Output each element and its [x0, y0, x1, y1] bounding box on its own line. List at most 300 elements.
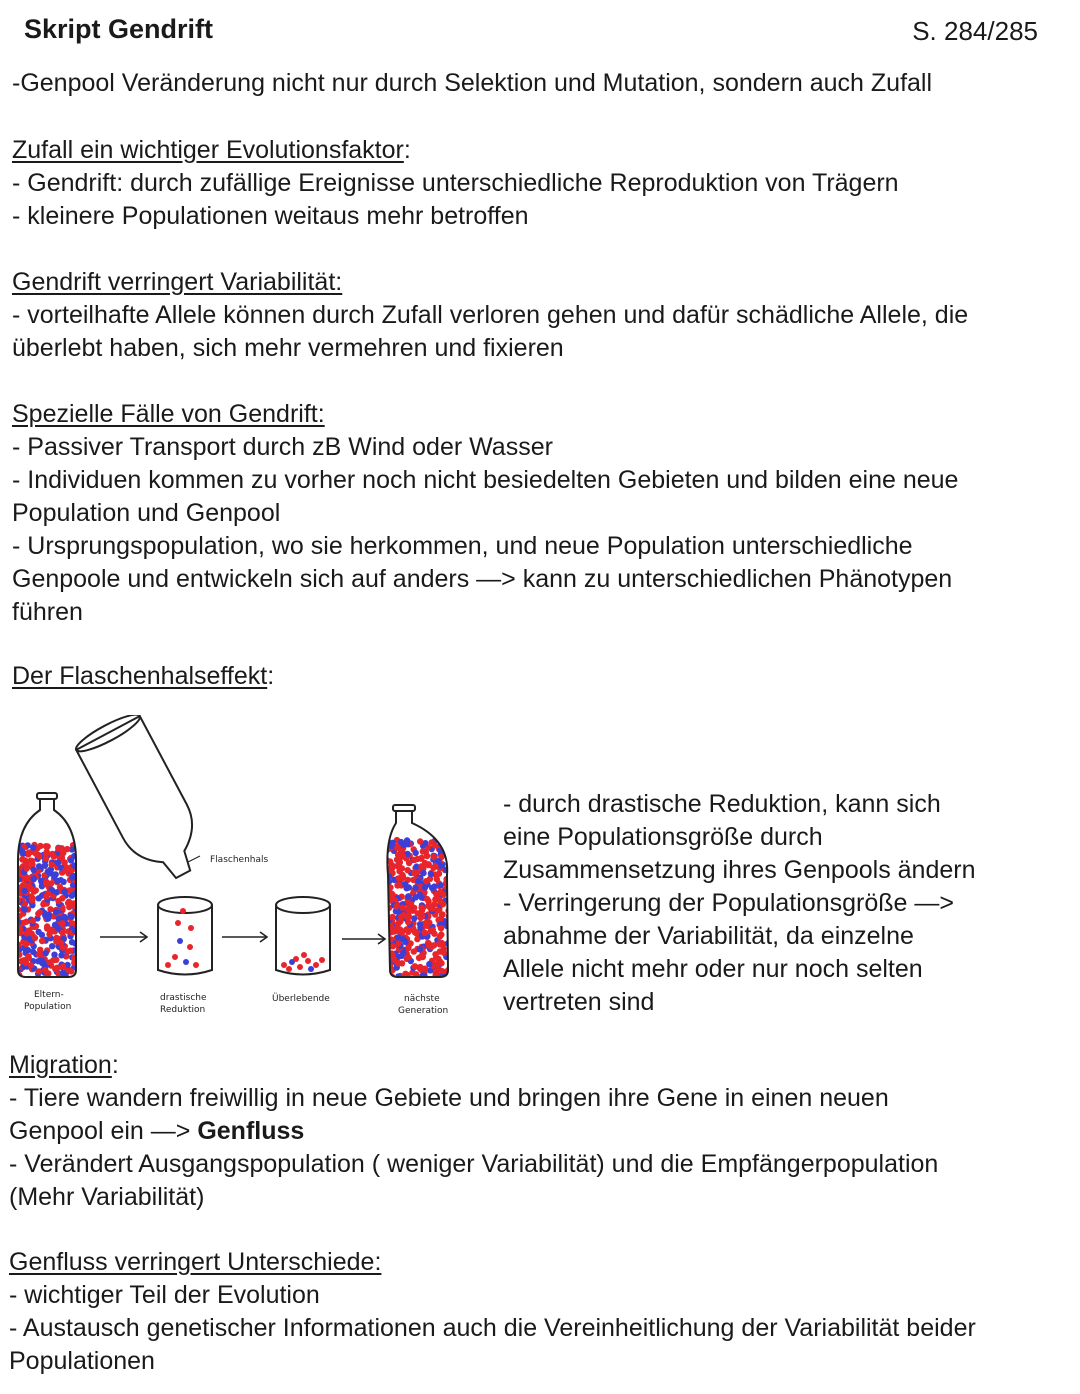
allele-dot	[59, 825, 65, 831]
section-variabilitaet	[12, 266, 1052, 365]
allele-dot	[44, 835, 50, 841]
allele-dot	[24, 865, 30, 871]
allele-dot	[40, 725, 46, 731]
allele-dot	[110, 748, 116, 754]
allele-dot	[402, 881, 408, 887]
allele-dot	[149, 815, 155, 821]
allele-dot	[178, 831, 184, 837]
text-line: - Tiere wandern freiwillig in neue Gebiete und bringen ihre Gene in einen neuen	[9, 1084, 889, 1112]
allele-dot	[319, 957, 325, 963]
allele-dot	[51, 725, 57, 731]
allele-dot	[176, 811, 182, 817]
allele-dot	[81, 780, 87, 786]
allele-dot	[73, 734, 79, 740]
allele-dot	[19, 856, 25, 862]
text-line: - vorteilhafte Allele können durch Zufall verloren gehen und dafür schädliche Allele, die	[12, 301, 969, 329]
allele-dot	[165, 744, 171, 750]
allele-dot	[180, 908, 186, 914]
section-speziell	[12, 398, 1052, 629]
allele-dot	[92, 883, 98, 889]
allele-dot	[80, 715, 86, 719]
allele-dot	[31, 876, 37, 882]
allele-dot	[56, 826, 62, 832]
allele-dot	[193, 962, 199, 968]
allele-dot	[60, 746, 66, 752]
allele-dot	[114, 852, 120, 858]
allele-dot	[196, 717, 202, 723]
allele-dot	[391, 956, 397, 962]
allele-dot	[163, 822, 169, 828]
allele-dot	[183, 878, 189, 884]
allele-dot	[180, 823, 186, 829]
allele-dot	[122, 734, 128, 740]
allele-dot	[51, 742, 57, 748]
allele-dot	[58, 791, 64, 797]
allele-dot	[119, 789, 125, 795]
allele-dot	[42, 862, 48, 868]
allele-dot	[62, 715, 68, 721]
allele-dot	[417, 838, 423, 844]
text-line: führen	[12, 598, 83, 626]
allele-dot	[156, 739, 162, 745]
allele-dot	[411, 870, 417, 876]
allele-dot	[182, 816, 188, 822]
label-next-2: Generation	[398, 1006, 449, 1016]
allele-dot	[438, 925, 444, 931]
allele-dot	[60, 944, 66, 950]
allele-dot	[281, 962, 287, 968]
allele-dot	[412, 885, 418, 891]
allele-dot	[121, 802, 127, 808]
allele-dot	[115, 855, 121, 861]
allele-dot	[162, 749, 168, 755]
allele-dot	[48, 724, 54, 730]
allele-dot	[59, 741, 65, 747]
next-generation-bottle	[383, 805, 453, 980]
allele-dot	[165, 962, 171, 968]
allele-dot	[128, 754, 134, 760]
allele-dot	[55, 845, 61, 851]
allele-dot	[79, 729, 85, 735]
allele-dot	[48, 755, 54, 761]
allele-dot	[168, 784, 174, 790]
allele-dot	[158, 816, 164, 822]
label-reduction-1: drastische	[160, 993, 207, 1003]
allele-dot	[45, 915, 51, 921]
allele-dot	[383, 968, 389, 974]
allele-dot	[134, 878, 140, 884]
allele-dot	[426, 961, 432, 967]
allele-dot	[164, 856, 170, 862]
allele-dot	[125, 853, 131, 859]
allele-dot	[61, 888, 67, 894]
allele-dot	[405, 945, 411, 951]
allele-dot	[147, 879, 153, 885]
allele-dot	[129, 865, 135, 871]
label-reduction-2: Reduktion	[160, 1005, 206, 1015]
allele-dot	[66, 727, 72, 733]
allele-dot	[74, 733, 80, 739]
allele-dot	[167, 722, 173, 728]
allele-dot	[398, 953, 404, 959]
allele-dot	[145, 777, 151, 783]
allele-dot	[192, 774, 198, 780]
allele-dot	[406, 860, 412, 866]
allele-dot	[44, 724, 50, 730]
allele-dot	[39, 938, 45, 944]
allele-dot	[110, 790, 116, 796]
allele-dot	[164, 843, 170, 849]
allele-dot	[169, 787, 175, 793]
allele-dot	[188, 925, 194, 931]
allele-dot	[176, 766, 182, 772]
allele-dot	[286, 966, 292, 972]
allele-dot	[436, 940, 442, 946]
allele-dot	[123, 739, 129, 745]
allele-dot	[63, 866, 69, 872]
allele-dot	[42, 812, 48, 818]
allele-dot	[24, 930, 30, 936]
allele-dot	[116, 816, 122, 822]
allele-dot	[82, 869, 88, 875]
allele-dot	[127, 759, 133, 765]
allele-dot	[38, 813, 44, 819]
allele-dot	[49, 943, 55, 949]
allele-dot	[195, 839, 201, 845]
allele-dot	[85, 817, 91, 823]
allele-dot	[97, 858, 103, 864]
allele-dot	[61, 859, 67, 865]
allele-dot	[116, 875, 122, 881]
allele-dot	[422, 930, 428, 936]
allele-dot	[57, 775, 63, 781]
allele-dot	[105, 840, 111, 846]
allele-dot	[390, 943, 396, 949]
allele-dot	[405, 893, 411, 899]
allele-dot	[143, 885, 149, 891]
allele-dot	[191, 757, 197, 763]
allele-dot	[137, 863, 143, 869]
allele-dot	[441, 950, 447, 956]
allele-dot	[43, 734, 49, 740]
text-line: abnahme der Variabilität, da einzelne	[503, 922, 914, 950]
allele-dot	[155, 762, 161, 768]
allele-dot	[418, 863, 424, 869]
allele-dot	[48, 768, 54, 774]
allele-dot	[188, 783, 194, 789]
allele-dot	[146, 828, 152, 834]
allele-dot	[141, 756, 147, 762]
allele-dot	[42, 777, 48, 783]
allele-dot	[89, 858, 95, 864]
allele-dot	[177, 938, 183, 944]
allele-dot	[162, 870, 168, 876]
allele-dot	[45, 868, 51, 874]
allele-dot	[170, 786, 176, 792]
allele-dot	[166, 748, 172, 754]
allele-dot	[181, 738, 187, 744]
text-line: Genpoole und entwickeln sich auf anders —> kann zu unterschiedlichen Phänotypen	[12, 565, 953, 593]
allele-dot	[165, 732, 171, 738]
allele-dot	[30, 844, 36, 850]
allele-dot	[154, 843, 160, 849]
allele-dot	[169, 889, 175, 895]
allele-dot	[28, 858, 34, 864]
allele-dot	[193, 812, 199, 818]
allele-dot	[171, 863, 177, 869]
allele-dot	[167, 834, 173, 840]
allele-dot	[38, 826, 44, 832]
allele-dot	[169, 721, 175, 727]
allele-dot	[29, 897, 35, 903]
allele-dot	[53, 871, 59, 877]
allele-dot	[118, 755, 124, 761]
allele-dot	[41, 776, 47, 782]
allele-dot	[405, 919, 411, 925]
label-flaschenhals: Flaschenhals	[210, 855, 269, 865]
allele-dot	[23, 919, 29, 925]
allele-dot	[22, 906, 28, 912]
allele-dot	[139, 748, 145, 754]
allele-dot	[164, 851, 170, 857]
allele-dot	[116, 767, 122, 773]
allele-dot	[192, 779, 198, 785]
allele-dot	[148, 863, 154, 869]
allele-dot	[173, 760, 179, 766]
allele-dot	[47, 906, 53, 912]
allele-dot	[97, 759, 103, 765]
allele-dot	[30, 949, 36, 955]
allele-dot	[169, 824, 175, 830]
allele-dot	[62, 773, 68, 779]
allele-dot	[79, 823, 85, 829]
allele-dot	[188, 754, 194, 760]
allele-dot	[82, 848, 88, 854]
allele-dot	[41, 739, 47, 745]
allele-dot	[52, 966, 58, 972]
allele-dot	[37, 769, 43, 775]
allele-dot	[397, 918, 403, 924]
allele-dot	[43, 893, 49, 899]
allele-dot	[139, 874, 145, 880]
text-line: Allele nicht mehr oder nur noch selten	[503, 955, 923, 983]
allele-dot	[109, 781, 115, 787]
allele-dot	[195, 766, 201, 772]
allele-dot	[57, 722, 63, 728]
allele-dot	[127, 763, 133, 769]
allele-dot	[416, 955, 422, 961]
allele-dot	[85, 804, 91, 810]
allele-dot	[117, 752, 123, 758]
allele-dot	[411, 857, 417, 863]
allele-dot	[73, 813, 79, 819]
allele-dot	[149, 747, 155, 753]
allele-dot	[417, 921, 423, 927]
allele-dot	[441, 838, 447, 844]
text-line: - Verändert Ausgangspopulation ( weniger Variabilität) und die Empfängerpopulation	[9, 1150, 939, 1178]
allele-dot	[129, 769, 135, 775]
allele-dot	[51, 779, 57, 785]
allele-dot	[196, 880, 202, 886]
allele-dot	[124, 770, 130, 776]
allele-dot	[417, 946, 423, 952]
allele-dot	[49, 774, 55, 780]
allele-dot	[140, 731, 146, 737]
allele-dot	[57, 715, 63, 720]
allele-dot	[43, 843, 49, 849]
allele-dot	[172, 954, 178, 960]
allele-dot	[443, 867, 449, 873]
allele-dot	[41, 745, 47, 751]
text-line: - Ursprungspopulation, wo sie herkommen, und neue Population unterschiedliche	[12, 532, 913, 560]
allele-dot	[82, 828, 88, 834]
text-line: Genpool ein —>	[9, 1117, 198, 1145]
allele-dot	[154, 863, 160, 869]
allele-dot	[297, 964, 303, 970]
allele-dot	[185, 721, 191, 727]
allele-dot	[46, 802, 52, 808]
allele-dot	[37, 843, 43, 849]
allele-dot	[438, 960, 444, 966]
allele-dot	[176, 833, 182, 839]
allele-dot	[167, 824, 173, 830]
allele-dot	[124, 808, 130, 814]
allele-dot	[86, 797, 92, 803]
allele-dot	[36, 951, 42, 957]
allele-dot	[125, 822, 131, 828]
allele-dot	[66, 899, 72, 905]
allele-dot	[422, 884, 428, 890]
allele-dot	[46, 836, 52, 842]
allele-dot	[60, 879, 66, 885]
allele-dot	[156, 798, 162, 804]
text-line: - wichtiger Teil der Evolution	[9, 1281, 320, 1309]
allele-dot	[438, 915, 444, 921]
allele-dot	[125, 733, 131, 739]
allele-dot	[115, 837, 121, 843]
allele-dot	[87, 722, 93, 728]
allele-dot	[44, 770, 50, 776]
allele-dot	[150, 786, 156, 792]
allele-dot	[424, 896, 430, 902]
allele-dot	[152, 888, 158, 894]
allele-dot	[187, 759, 193, 765]
allele-dot	[154, 800, 160, 806]
parent-population-bottle	[15, 793, 79, 979]
allele-dot	[305, 958, 311, 964]
allele-dot	[412, 929, 418, 935]
term-genfluss: Genfluss	[197, 1117, 305, 1145]
allele-dot	[141, 816, 147, 822]
allele-dot	[396, 882, 402, 888]
allele-dot	[80, 792, 86, 798]
allele-dot	[166, 795, 172, 801]
allele-dot	[21, 881, 27, 887]
allele-dot	[164, 825, 170, 831]
allele-dot	[171, 757, 177, 763]
allele-dot	[399, 905, 405, 911]
allele-dot	[192, 791, 198, 797]
allele-dot	[113, 753, 119, 759]
text-line: - Verringerung der Populationsgröße —>	[503, 889, 954, 917]
allele-dot	[154, 735, 160, 741]
allele-dot	[197, 751, 203, 757]
allele-dot	[43, 856, 49, 862]
allele-dot	[187, 944, 193, 950]
allele-dot	[133, 747, 139, 753]
allele-dot	[163, 800, 169, 806]
survivors-glass	[276, 897, 330, 975]
allele-dot	[61, 745, 67, 751]
allele-dot	[159, 716, 165, 722]
allele-dot	[93, 808, 99, 814]
text-line: - Individuen kommen zu vorher noch nicht besiedelten Gebieten und bilden eine neue	[12, 466, 959, 494]
allele-dot	[73, 776, 79, 782]
allele-dot	[149, 749, 155, 755]
allele-dot	[193, 833, 199, 839]
label-parent-2: Population	[24, 1002, 72, 1012]
allele-dot	[36, 895, 42, 901]
section-heading-genfluss: Genfluss verringert Unterschiede:	[9, 1248, 382, 1276]
allele-dot	[182, 777, 188, 783]
allele-dot	[47, 717, 53, 723]
allele-dot	[92, 851, 98, 857]
bottleneck-figure	[0, 715, 480, 1035]
allele-dot	[151, 826, 157, 832]
allele-dot	[188, 874, 194, 880]
allele-dot	[44, 773, 50, 779]
allele-dot	[53, 909, 59, 915]
allele-dot	[132, 776, 138, 782]
allele-dot	[78, 860, 84, 866]
allele-dot	[62, 739, 68, 745]
allele-dot	[120, 799, 126, 805]
allele-dot	[148, 853, 154, 859]
allele-dot	[101, 868, 107, 874]
allele-dot	[134, 872, 140, 878]
allele-dot	[111, 830, 117, 836]
allele-dot	[195, 715, 201, 720]
allele-dot	[430, 865, 436, 871]
allele-dot	[128, 887, 134, 893]
allele-dot	[59, 920, 65, 926]
allele-dot	[156, 835, 162, 841]
allele-dot	[193, 883, 199, 889]
allele-dot	[64, 806, 70, 812]
allele-dot	[121, 892, 127, 898]
allele-dot	[113, 740, 119, 746]
allele-dot	[158, 774, 164, 780]
allele-dot	[189, 754, 195, 760]
allele-dot	[98, 881, 104, 887]
section-heading-speziell: Spezielle Fälle von Gendrift:	[12, 400, 325, 428]
allele-dot	[152, 786, 158, 792]
text-line: Zusammensetzung ihres Genpools ändern	[503, 856, 976, 884]
page-title: Skript Gendrift	[24, 14, 214, 44]
allele-dot	[301, 952, 307, 958]
text-line: vertreten sind	[503, 988, 655, 1016]
section-zufall: Zufall ein wichtiger Evolutionsfaktor: - Gendrift: durch zufällige Ereignisse unterschiedliche Reproduktion von Trägern - kleinere Populationen weitaus mehr betroffen	[12, 134, 1052, 233]
text-line: - durch drastische Reduktion, kann sich	[503, 790, 941, 818]
allele-dot	[69, 874, 75, 880]
allele-dot	[191, 871, 197, 877]
section-heading-migration: Migration	[9, 1051, 112, 1079]
allele-dot	[120, 765, 126, 771]
allele-dot	[431, 854, 437, 860]
allele-dot	[185, 744, 191, 750]
allele-dot	[83, 882, 89, 888]
allele-dot	[389, 914, 395, 920]
